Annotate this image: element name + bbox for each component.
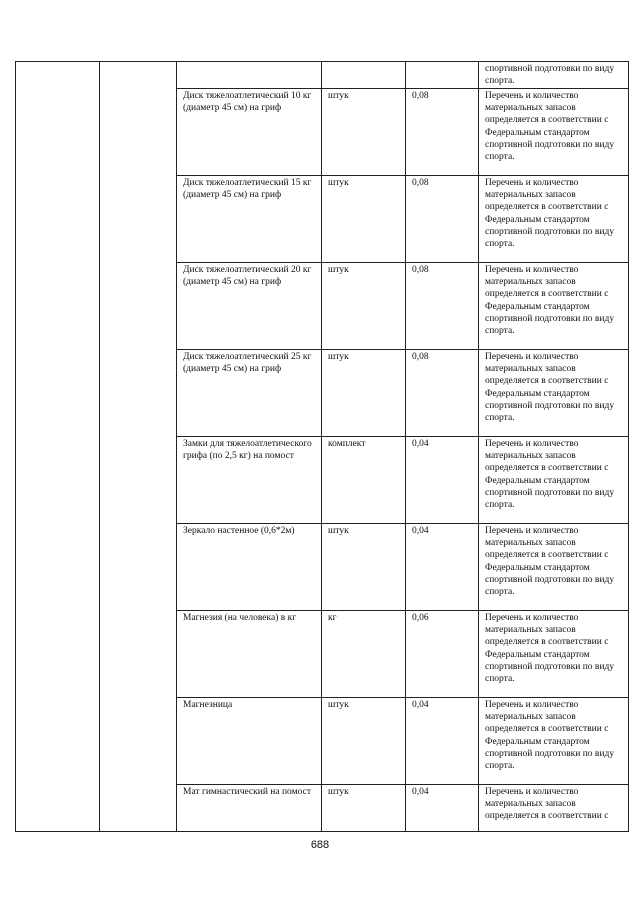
unit-cell [322, 698, 406, 785]
name-text: Диск тяжелоатлетический 25 кг (диаметр 45 см) на гриф [183, 352, 312, 375]
name-cell [177, 89, 322, 176]
name-cell [177, 698, 322, 785]
quantity-cell [406, 524, 479, 611]
quantity-text: 0,04 [412, 526, 429, 536]
unit-cell [322, 89, 406, 176]
unit-cell [322, 611, 406, 698]
name-cell [177, 62, 322, 89]
name-cell [177, 524, 322, 611]
name-cell [177, 437, 322, 524]
name-text: Диск тяжелоатлетический 15 кг (диаметр 45 см) на гриф [183, 178, 312, 201]
name-cell [177, 785, 322, 832]
name-text: Диск тяжелоатлетический 10 кг (диаметр 45 см) на гриф [183, 91, 312, 114]
note-cell [479, 698, 629, 785]
quantity-cell [406, 263, 479, 350]
name-cell [177, 176, 322, 263]
quantity-text: 0,08 [412, 352, 429, 362]
name-cell [177, 350, 322, 437]
quantity-cell [406, 350, 479, 437]
unit-cell [322, 437, 406, 524]
continuation-row [16, 62, 629, 89]
note-text: Перечень и количество материальных запасов определяется в соответствии с Федеральным стандартом спортивной подготовки по виду спорта. [485, 352, 615, 424]
note-cell [479, 611, 629, 698]
name-cell [177, 263, 322, 350]
quantity-cell [406, 62, 479, 89]
page-number: 688 [310, 839, 330, 851]
quantity-cell [406, 611, 479, 698]
quantity-text: 0,06 [412, 613, 429, 623]
unit-cell [322, 785, 406, 832]
quantity-cell [406, 785, 479, 832]
quantity-text: 0,04 [412, 439, 429, 449]
side-column-1 [16, 62, 100, 832]
side-column-2 [100, 62, 177, 832]
name-text: Диск тяжелоатлетический 20 кг (диаметр 45 см) на гриф [183, 265, 312, 288]
note-text: Перечень и количество материальных запасов определяется в соответствии с Федеральным стандартом спортивной подготовки по виду спорта. [485, 700, 615, 772]
quantity-text: 0,04 [412, 700, 429, 710]
unit-text: кг [328, 613, 337, 623]
unit-text: комплект [328, 439, 366, 449]
quantity-cell [406, 698, 479, 785]
note-text: Перечень и количество материальных запасов определяется в соответствии с Федеральным стандартом спортивной подготовки по виду спорта. [485, 265, 615, 337]
name-text: Магнезница [183, 700, 233, 710]
name-text: Замки для тяжелоатлетического грифа (по 2,5 кг) на помост [183, 439, 312, 462]
unit-text: штук [328, 700, 349, 710]
note-text: Перечень и количество материальных запасов определяется в соответствии с [485, 787, 609, 822]
unit-text: штук [328, 526, 349, 536]
note-text: Перечень и количество материальных запасов определяется в соответствии с Федеральным стандартом спортивной подготовки по виду спорта. [485, 526, 615, 598]
note-cell [479, 437, 629, 524]
note-cell [479, 785, 629, 832]
unit-cell [322, 62, 406, 89]
unit-cell [322, 524, 406, 611]
note-cell [479, 524, 629, 611]
name-text: Мат гимнастический на помост [183, 787, 311, 797]
unit-text: штук [328, 91, 349, 101]
note-text: Перечень и количество материальных запасов определяется в соответствии с Федеральным стандартом спортивной подготовки по виду спорта. [485, 613, 615, 685]
unit-cell [322, 263, 406, 350]
note-cell [479, 62, 629, 89]
note-cell [479, 263, 629, 350]
note-cell [479, 89, 629, 176]
unit-text: штук [328, 352, 349, 362]
quantity-text: 0,04 [412, 787, 429, 797]
equipment-table [15, 61, 629, 832]
quantity-text: 0,08 [412, 178, 429, 188]
quantity-text: 0,08 [412, 91, 429, 101]
quantity-cell [406, 89, 479, 176]
note-text: Перечень и количество материальных запасов определяется в соответствии с Федеральным стандартом спортивной подготовки по виду спорта. [485, 178, 615, 250]
name-cell [177, 611, 322, 698]
note-cell [479, 350, 629, 437]
name-text: Зеркало настенное (0,6*2м) [183, 526, 295, 536]
quantity-cell [406, 176, 479, 263]
unit-cell [322, 350, 406, 437]
unit-cell [322, 176, 406, 263]
unit-text: штук [328, 787, 349, 797]
quantity-text: 0,08 [412, 265, 429, 275]
name-text: Магнезия (на человека) в кг [183, 613, 297, 623]
note-text: Перечень и количество материальных запасов определяется в соответствии с Федеральным стандартом спортивной подготовки по виду спорта. [485, 439, 615, 511]
quantity-cell [406, 437, 479, 524]
unit-text: штук [328, 178, 349, 188]
unit-text: штук [328, 265, 349, 275]
note-cell [479, 176, 629, 263]
note-text: Перечень и количество материальных запасов определяется в соответствии с Федеральным стандартом спортивной подготовки по виду спорта. [485, 91, 615, 163]
note-text: спортивной подготовки по виду спорта. [485, 64, 615, 87]
